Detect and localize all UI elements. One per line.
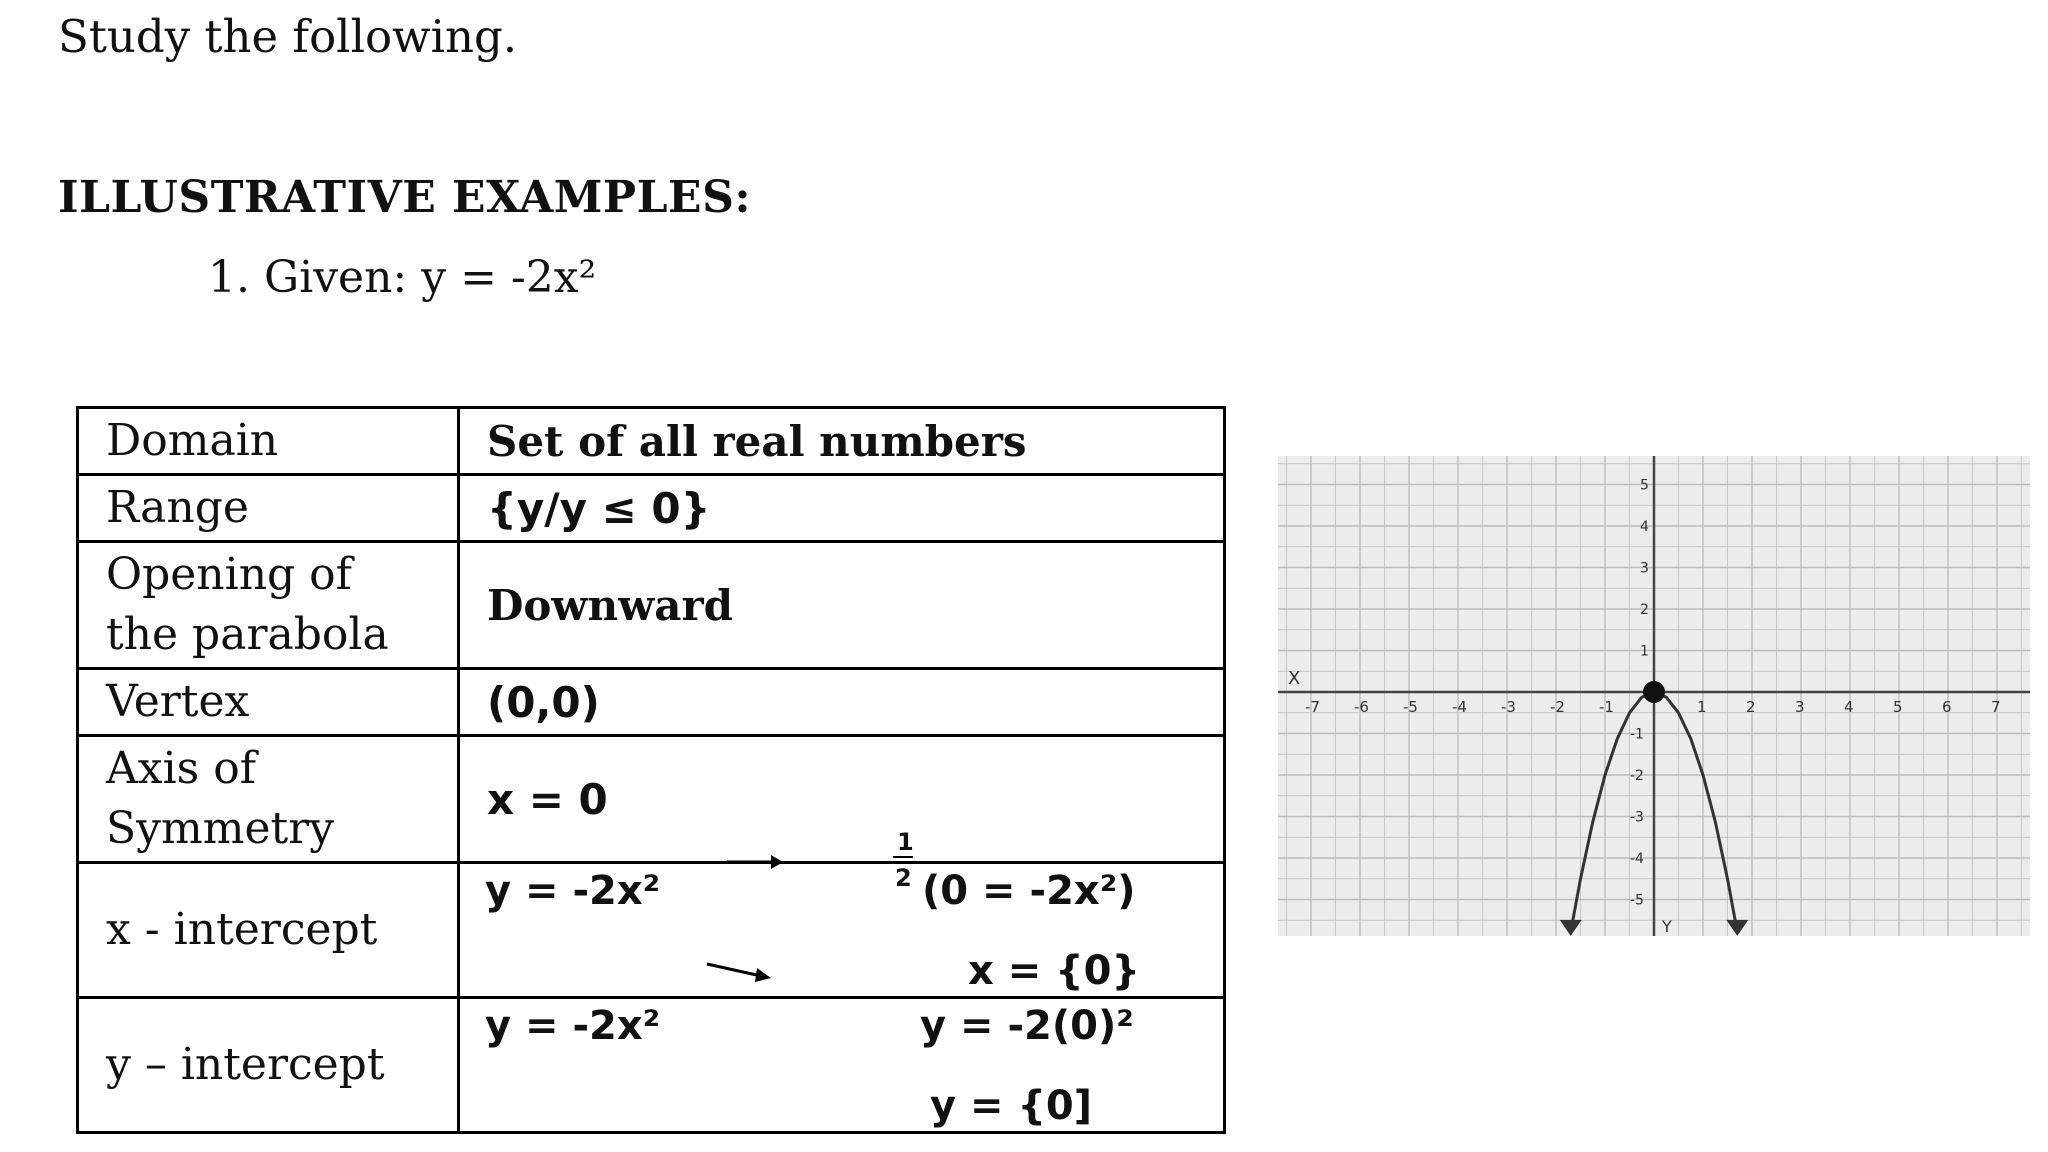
- x-intercept-result: x = {0}: [968, 948, 1140, 994]
- opening-value: Downward: [459, 542, 1225, 669]
- axis-value: x = 0: [459, 736, 1225, 863]
- y-intercept-label: y – intercept: [78, 998, 459, 1133]
- y-intercept-result: y = {0]: [930, 1083, 1093, 1129]
- y-tick-label: -2: [1630, 768, 1644, 784]
- opening-label: [78, 542, 459, 669]
- arrow-right-icon: [725, 850, 785, 874]
- fraction-denominator: 2: [895, 864, 912, 892]
- y-tick-label: -3: [1630, 809, 1644, 826]
- axis-label: [78, 736, 459, 863]
- x-tick-label: 3: [1795, 698, 1805, 716]
- x-tick-label: 6: [1942, 698, 1952, 716]
- axis-label-line-2: Symmetry: [106, 803, 335, 854]
- y-tick-label: -1: [1630, 726, 1644, 743]
- range-value: {y/y ≤ 0}: [459, 475, 1225, 542]
- opening-label-line-1: Opening of: [106, 549, 352, 600]
- axis-label-line-1: Axis of: [106, 743, 257, 794]
- given-equation: 1. Given: y = -2x²: [208, 252, 597, 303]
- x-tick-label: 2: [1746, 698, 1756, 716]
- x-tick-label: -4: [1452, 698, 1467, 716]
- fraction-numerator: 1: [897, 828, 914, 856]
- vertex-point: [1643, 681, 1665, 703]
- y-tick-label: 3: [1640, 560, 1649, 577]
- vertex-label: Vertex: [78, 669, 459, 736]
- table-row-y-intercept: [78, 998, 1225, 1133]
- x-tick-label: -7: [1305, 698, 1320, 716]
- range-label: Range: [78, 475, 459, 542]
- table-row-domain: [78, 408, 1225, 475]
- x-tick-label: -2: [1550, 698, 1565, 716]
- x-tick-label: -5: [1403, 698, 1418, 716]
- x-tick-label: 4: [1844, 698, 1854, 716]
- parabola-graph: [1278, 456, 2030, 936]
- y-axis-label: Y: [1662, 917, 1672, 936]
- x-tick-label: -1: [1599, 698, 1614, 716]
- table-row-opening: [78, 542, 1225, 669]
- x-axis-label: X: [1288, 668, 1301, 689]
- table-row-range: [78, 475, 1225, 542]
- y-tick-label: -4: [1630, 851, 1644, 867]
- x-tick-label: -3: [1501, 698, 1516, 716]
- y-tick-label: 4: [1640, 519, 1649, 535]
- y-tick-label: -5: [1630, 892, 1644, 909]
- x-tick-label: 7: [1991, 698, 2001, 716]
- section-heading: ILLUSTRATIVE EXAMPLES:: [58, 172, 752, 223]
- x-intercept-equation: y = -2x²: [485, 868, 661, 914]
- x-intercept-work: [459, 828, 1225, 998]
- table-row-vertex: [78, 669, 1225, 736]
- intro-text: Study the following.: [58, 10, 518, 63]
- x-intercept-step: (0 = -2x²): [922, 868, 1136, 914]
- opening-label-line-2: the parabola: [106, 609, 389, 660]
- fraction-bar: [893, 856, 913, 858]
- domain-label: Domain: [78, 408, 459, 475]
- y-intercept-work: [459, 998, 1225, 1133]
- domain-value: Set of all real numbers: [459, 408, 1225, 475]
- y-tick-label: 2: [1640, 602, 1649, 618]
- x-tick-label: 5: [1893, 698, 1903, 716]
- table-row-x-intercept: [78, 863, 1225, 998]
- arrow-down-right-icon: [705, 960, 775, 984]
- vertex-value: (0,0): [459, 669, 1225, 736]
- x-tick-label: -6: [1354, 698, 1369, 716]
- properties-table: [76, 406, 1226, 1134]
- table-row-axis: [78, 736, 1225, 863]
- minus-sign: [857, 861, 879, 864]
- y-intercept-equation: y = -2x²: [485, 1003, 661, 1049]
- y-tick-label: 1: [1640, 643, 1649, 660]
- y-tick-label: 5: [1640, 477, 1649, 494]
- x-tick-label: 1: [1697, 698, 1707, 716]
- y-intercept-step: y = -2(0)²: [920, 1003, 1134, 1049]
- x-intercept-label: x - intercept: [78, 863, 459, 998]
